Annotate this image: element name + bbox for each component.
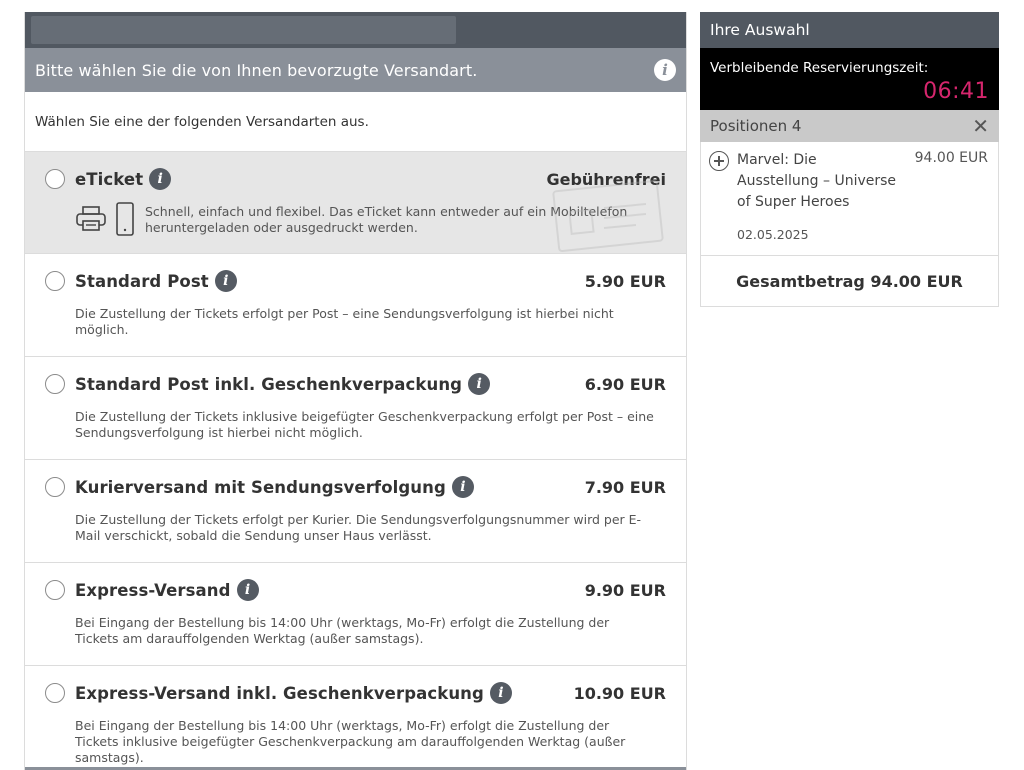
info-icon-express[interactable]: i	[237, 579, 259, 601]
option-desc-express-gift: Bei Eingang der Bestellung bis 14:00 Uhr (werktags, Mo-Fr) erfolgt die Zustellung der Tickets inklusive beigefügter Geschenkverpackung am darauffolgenden Werktag (außer samstags).	[75, 718, 626, 765]
radio-standard-post[interactable]	[45, 271, 65, 291]
shipping-option-courier[interactable]	[25, 460, 686, 563]
reservation-timer	[700, 48, 999, 110]
option-desc-eticket: Schnell, einfach und flexibel. Das eTicket kann entweder auf ein Mobiltelefon heruntergeladen oder ausgedruckt werden.	[145, 204, 628, 235]
shipping-panel	[24, 12, 687, 770]
cart-total: Gesamtbetrag 94.00 EUR	[736, 271, 963, 291]
shipping-header	[25, 48, 686, 92]
option-desc-standard-post-gift: Die Zustellung der Tickets inklusive beigefügter Geschenkverpackung erfolgt per Post – eine Sendungsverfolgung ist hierbei nicht möglich.	[75, 409, 654, 440]
option-label-express-gift: Express-Versand inkl. Geschenkverpackung	[75, 683, 484, 703]
shipping-option-standard-post[interactable]	[25, 254, 686, 357]
option-desc-standard-post: Die Zustellung der Tickets erfolgt per Post – eine Sendungsverfolgung ist hierbei nicht möglich.	[75, 306, 614, 337]
option-label-standard-post-gift: Standard Post inkl. Geschenkverpackung	[75, 374, 463, 394]
cart-item-date: 02.05.2025	[737, 227, 809, 242]
info-icon-standard-post-gift[interactable]: i	[468, 373, 490, 395]
info-icon-courier[interactable]: i	[452, 476, 474, 498]
option-price-courier: 7.90 EUR	[584, 477, 666, 497]
timer-value: 06:41	[923, 79, 989, 104]
option-price-standard-post: 5.90 EUR	[584, 271, 666, 291]
radio-express[interactable]	[45, 580, 65, 600]
shipping-option-eticket[interactable]	[25, 152, 686, 254]
positions-header	[700, 110, 999, 142]
info-icon-express-gift[interactable]: i	[490, 682, 512, 704]
shipping-header-title: Bitte wählen Sie die von Ihnen bevorzugte Versandart.	[35, 60, 478, 80]
expand-plus-icon[interactable]	[709, 151, 729, 171]
sidebar-body	[700, 142, 999, 307]
eticket-icons	[75, 202, 135, 236]
info-icon-standard-post[interactable]: i	[215, 270, 237, 292]
shipping-option-express-gift[interactable]	[25, 666, 686, 770]
timer-label: Verbleibende Reservierungszeit:	[710, 60, 929, 76]
info-icon-eticket[interactable]: i	[149, 168, 171, 190]
option-price-eticket: Gebührenfrei	[546, 169, 666, 189]
shipping-option-express[interactable]	[25, 563, 686, 666]
shipping-intro: Wählen Sie eine der folgenden Versandarten aus.	[25, 92, 686, 152]
positions-label: Positionen 4	[710, 117, 802, 135]
sidebar-title: Ihre Auswahl	[700, 12, 999, 48]
cart-item	[701, 142, 998, 256]
radio-eticket[interactable]	[45, 169, 65, 189]
top-bar	[25, 12, 686, 48]
header-info-icon[interactable]: i	[654, 59, 676, 81]
option-price-standard-post-gift: 6.90 EUR	[584, 374, 666, 394]
option-label-standard-post: Standard Post	[75, 271, 209, 291]
option-desc-courier: Die Zustellung der Tickets erfolgt per Kurier. Die Sendungsverfolgungsnummer wird per E-Mail verschickt, sobald die Sendung unser Haus verlässt.	[75, 512, 642, 543]
printer-icon	[75, 205, 107, 233]
close-icon[interactable]: ✕	[972, 114, 989, 138]
option-label-courier: Kurierversand mit Sendungsverfolgung	[75, 477, 446, 497]
radio-standard-post-gift[interactable]	[45, 374, 65, 394]
radio-express-gift[interactable]	[45, 683, 65, 703]
option-label-express: Express-Versand	[75, 580, 231, 600]
radio-courier[interactable]	[45, 477, 65, 497]
cart-item-title: Marvel: Die Ausstellung – Universe of Super Heroes	[737, 152, 897, 210]
smartphone-icon	[115, 202, 135, 236]
blurred-breadcrumb	[31, 16, 456, 44]
option-price-express-gift: 10.90 EUR	[573, 683, 666, 703]
cart-item-price: 94.00 EUR	[914, 150, 988, 166]
option-label-eticket: eTicket	[75, 169, 144, 189]
option-desc-express: Bei Eingang der Bestellung bis 14:00 Uhr (werktags, Mo-Fr) erfolgt die Zustellung der Tickets am darauffolgenden Werktag (außer samstags).	[75, 615, 610, 646]
option-price-express: 9.90 EUR	[584, 580, 666, 600]
selection-sidebar	[700, 12, 999, 307]
shipping-option-standard-post-gift[interactable]	[25, 357, 686, 460]
ticket-watermark-icon	[548, 178, 668, 254]
